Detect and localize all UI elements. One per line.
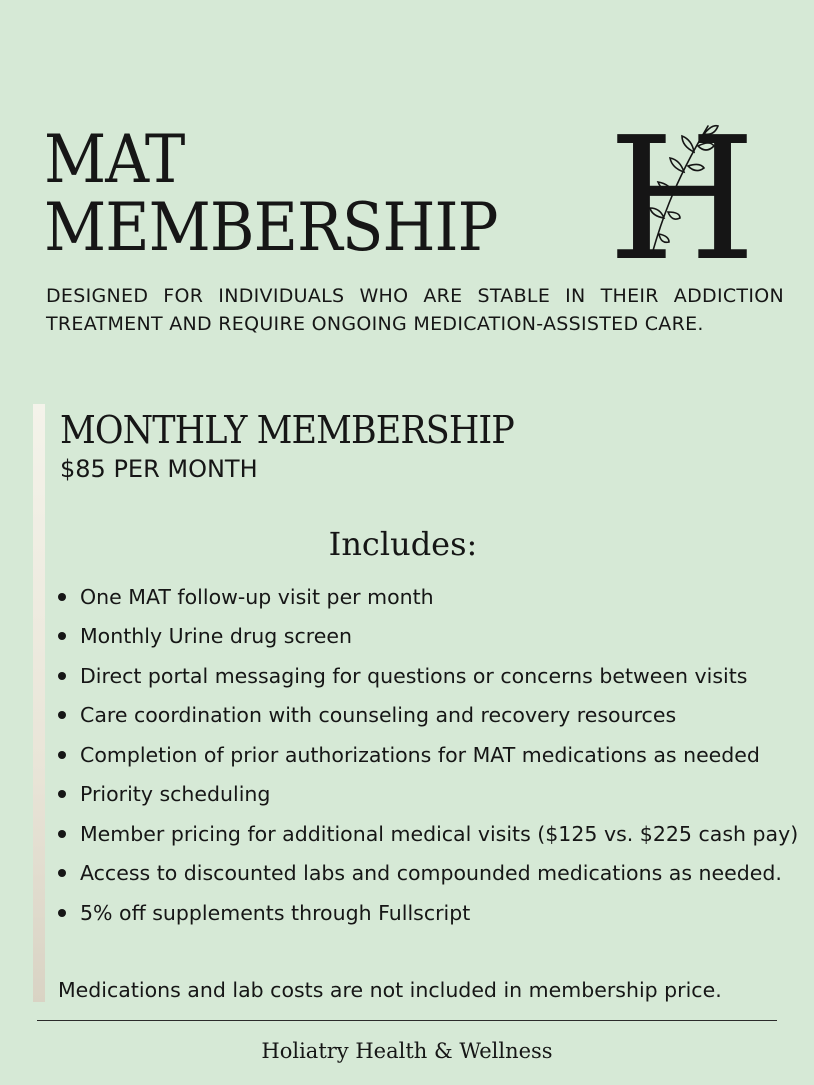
feature-list	[52, 577, 814, 933]
list-item	[52, 577, 814, 617]
bullet-icon	[58, 830, 66, 838]
list-item-text: Priority scheduling	[80, 782, 271, 807]
title-line-1: MAT	[44, 121, 185, 198]
bullet-icon	[58, 869, 66, 877]
bullet-icon	[58, 632, 66, 640]
list-item	[52, 617, 814, 657]
title-line-2: MEMBERSHIP	[44, 189, 498, 266]
page-title	[44, 121, 498, 266]
list-item	[52, 656, 814, 696]
list-item-text: Member pricing for additional medical visits ($125 vs. $225 cash pay)	[80, 821, 799, 846]
list-item	[52, 735, 814, 775]
brand-logo	[612, 116, 752, 266]
list-item-text: One MAT follow-up visit per month	[80, 584, 434, 609]
includes-heading: Includes:	[328, 525, 478, 563]
bullet-icon	[58, 711, 66, 719]
bullet-icon	[58, 672, 66, 680]
footer-divider	[37, 1020, 777, 1021]
brand-logo-mark	[612, 116, 752, 266]
list-item	[52, 854, 814, 894]
list-item	[52, 775, 814, 815]
bullet-icon	[58, 751, 66, 759]
list-item-text: Monthly Urine drug screen	[80, 624, 352, 649]
accent-bar	[33, 404, 45, 1002]
footer-brand-name: Holiatry Health & Wellness	[261, 1039, 553, 1063]
list-item-text: Care coordination with counseling and recovery resources	[80, 703, 677, 728]
bullet-icon	[58, 593, 66, 601]
list-item	[52, 814, 814, 854]
tagline: DESIGNED FOR INDIVIDUALS WHO ARE STABLE IN THEIR ADDICTION TREATMENT AND REQUIRE ONGOING MEDICATION-ASSISTED CARE.	[46, 285, 784, 335]
list-item-text: Access to discounted labs and compounded medications as needed.	[80, 861, 782, 886]
list-item	[52, 696, 814, 736]
plan-price: $85 PER MONTH	[60, 455, 258, 483]
list-item-text: 5% off supplements through Fullscript	[80, 900, 471, 925]
logo-letter: H	[612, 116, 752, 266]
pricing-footnote: Medications and lab costs are not included in membership price.	[58, 978, 722, 1002]
list-item-text: Completion of prior authorizations for MAT medications as needed	[80, 742, 760, 767]
bullet-icon	[58, 790, 66, 798]
bullet-icon	[58, 909, 66, 917]
list-item-text: Direct portal messaging for questions or concerns between visits	[80, 663, 748, 688]
list-item	[52, 893, 814, 933]
plan-name: MONTHLY MEMBERSHIP	[60, 408, 514, 452]
